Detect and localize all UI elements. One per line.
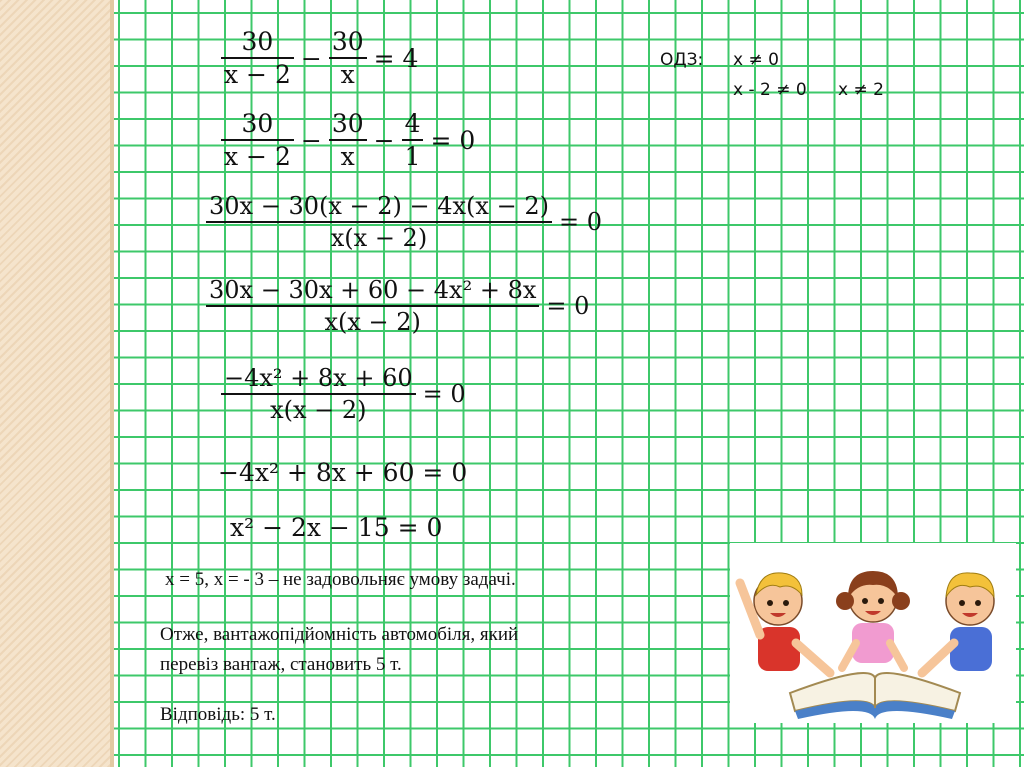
conclusion-line-2: перевіз вантаж, становить 5 т. — [160, 654, 402, 675]
roots-text: x = 5, x = - 3 – не задовольняє умову задачі. — [165, 569, 516, 590]
answer-text: Відповідь: 5 т. — [160, 704, 276, 725]
equation-6: −4x² + 8x + 60 = 0 — [218, 458, 468, 487]
decorative-side-stripe — [0, 0, 110, 767]
children-reading-illustration — [730, 543, 1016, 723]
odz-condition-1: x ≠ 0 — [733, 50, 779, 70]
fraction: $\frac{\text{−4x² + 8x + 60}}{x(x - 2)}$ — [221, 365, 416, 423]
equation-3: $\frac{30x - 30(x - 2) - 4x(x - 2)}{x(x - 2)}$ = 0 — [203, 193, 606, 251]
equation-1: $\frac{30}{x - 2}$ − $\frac{30}{x}$ = 4 — [218, 28, 422, 88]
fraction: $\frac{30}{x - 2}$ — [221, 28, 294, 88]
fraction: $\frac{30}{x}$ — [329, 28, 367, 88]
fraction: $\frac{30x - 30(x - 2) - 4x(x - 2)}{x(x - 2)}$ — [206, 193, 552, 251]
odz-condition-2: x - 2 ≠ 0 — [733, 80, 807, 100]
fraction: $\frac{30}{x - 2}$ — [221, 110, 294, 170]
odz-label: ОДЗ: — [660, 50, 704, 70]
equation-2: $\frac{30}{x - 2}$ − $\frac{30}{x}$ − $\frac{4}{1}$ = 0 — [218, 110, 479, 170]
fraction: $\frac{\text{30x − 30x + 60 − 4x² + 8x}}{x(x - 2)}$ — [206, 277, 539, 335]
fraction: $\frac{30}{x}$ — [329, 110, 367, 170]
equation-4: $\frac{\text{30x − 30x + 60 − 4x² + 8x}}{x(x - 2)}$ = 0 — [203, 277, 593, 335]
fraction: $\frac{4}{1}$ — [402, 110, 424, 170]
equation-5: $\frac{\text{−4x² + 8x + 60}}{x(x - 2)}$ = 0 — [218, 365, 470, 423]
equation-7: x² − 2x − 15 = 0 — [230, 513, 443, 542]
odz-condition-3: x ≠ 2 — [838, 80, 884, 100]
conclusion-line-1: Отже, вантажопідйомність автомобіля, який — [160, 624, 519, 645]
